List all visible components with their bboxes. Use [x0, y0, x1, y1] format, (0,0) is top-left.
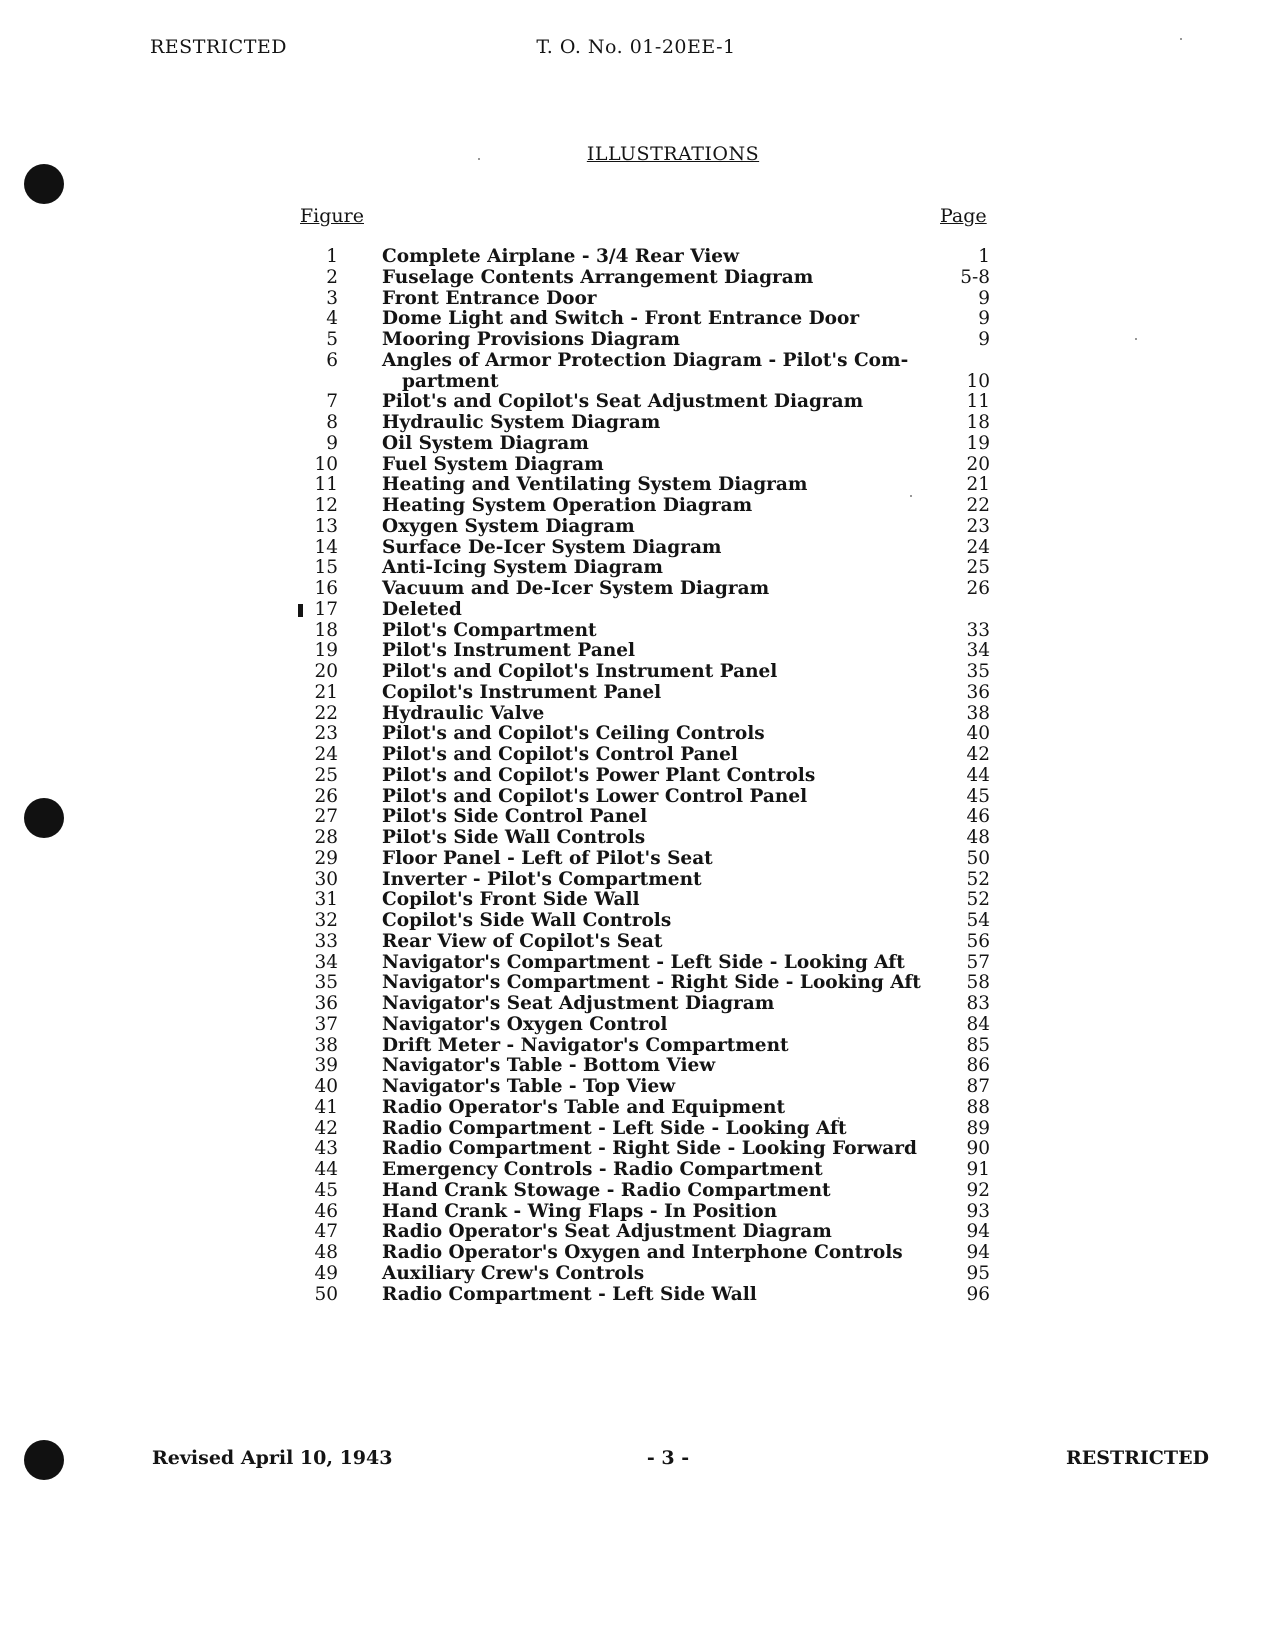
figure-number: 31	[314, 889, 338, 911]
figure-caption-line: Navigator's Table - Top View	[382, 1076, 676, 1097]
header-classification: RESTRICTED	[150, 36, 287, 58]
figure-caption	[382, 1098, 785, 1119]
figure-number: 32	[314, 910, 338, 931]
figure-page-number: 40	[966, 723, 990, 745]
figure-page-number: 48	[966, 827, 990, 848]
figure-caption-line: Navigator's Oxygen Control	[382, 1013, 668, 1035]
list-item	[300, 953, 1000, 974]
figure-caption-line: Radio Operator's Seat Adjustment Diagram	[382, 1221, 832, 1243]
list-item	[300, 745, 1000, 766]
figure-caption	[382, 1181, 831, 1202]
figure-number: 27	[314, 806, 338, 828]
figure-page-number: 45	[966, 785, 990, 807]
list-item	[300, 579, 1000, 600]
list-item	[300, 1119, 1000, 1140]
list-item	[300, 1264, 1000, 1285]
figure-caption-line: Pilot's Instrument Panel	[382, 640, 636, 662]
figure-caption	[382, 828, 645, 849]
figure-caption	[382, 1264, 644, 1285]
figure-page-number: 18	[966, 412, 990, 433]
figure-caption-line: Hydraulic System Diagram	[382, 412, 661, 433]
figure-number: 44	[314, 1159, 338, 1180]
list-item	[300, 1181, 1000, 1202]
figure-caption-continuation: partment	[402, 370, 499, 392]
figure-page-number: 94	[966, 1221, 990, 1243]
figure-number: 15	[314, 557, 338, 579]
list-item	[300, 1160, 1000, 1181]
figure-number: 39	[314, 1055, 338, 1077]
figure-caption	[382, 745, 738, 766]
figure-caption	[382, 1015, 667, 1036]
figure-caption-line: Copilot's Instrument Panel	[382, 681, 662, 703]
figure-number: 17	[314, 598, 338, 620]
figure-caption-line: Oil System Diagram	[382, 432, 589, 454]
figure-number: 26	[314, 785, 338, 807]
figure-caption-line: Fuel System Diagram	[382, 453, 604, 475]
list-item	[300, 724, 1000, 745]
figure-caption	[382, 330, 680, 351]
figure-caption-line: Navigator's Seat Adjustment Diagram	[382, 993, 775, 1014]
figure-caption	[382, 579, 769, 600]
figure-caption-line: Drift Meter - Navigator's Compartment	[382, 1034, 789, 1056]
list-item	[300, 890, 1000, 911]
footer-page-number: - 3 -	[646, 1447, 690, 1469]
figure-caption-line: Heating System Operation Diagram	[382, 495, 753, 516]
header-document-number: T. O. No. 01-20EE-1	[536, 36, 736, 58]
figure-caption-line: Pilot's Compartment	[382, 619, 597, 641]
list-item	[300, 911, 1000, 932]
figure-caption	[382, 1056, 715, 1077]
binder-hole-middle	[24, 798, 64, 838]
figure-page-number: 54	[966, 910, 990, 931]
figure-page-number: 42	[966, 744, 990, 765]
figure-number: 38	[314, 1034, 338, 1056]
figure-page-number: 93	[966, 1200, 990, 1222]
figure-page-number: 50	[966, 847, 990, 869]
scan-speck	[1135, 338, 1137, 340]
figure-caption	[382, 787, 807, 808]
figure-caption-line: Navigator's Compartment - Right Side - Looking Aft	[382, 972, 921, 994]
figure-caption	[382, 392, 863, 413]
figure-caption-line: Radio Compartment - Left Side - Looking Aft	[382, 1117, 847, 1139]
figure-number: 34	[314, 951, 338, 973]
figure-caption	[382, 994, 774, 1015]
figure-caption	[382, 973, 921, 994]
list-item	[300, 994, 1000, 1015]
figure-page-number: 9	[978, 329, 990, 350]
figure-page-number: 25	[966, 557, 990, 579]
figure-caption-line: Inverter - Pilot's Compartment	[382, 868, 702, 890]
figure-page-number: 85	[966, 1034, 990, 1056]
list-item	[300, 309, 1000, 330]
list-item	[300, 662, 1000, 683]
figure-number: 45	[314, 1179, 338, 1201]
figure-caption	[382, 600, 462, 621]
figure-caption	[382, 538, 722, 559]
figure-caption	[382, 953, 905, 974]
figure-caption-line: Dome Light and Switch - Front Entrance Door	[382, 308, 860, 330]
figure-page-number: 23	[966, 515, 990, 537]
figure-page-number: 5-8	[960, 266, 990, 288]
figure-caption	[382, 434, 589, 455]
figure-caption-line: Vacuum and De-Icer System Diagram	[382, 578, 770, 599]
figure-number: 43	[314, 1138, 338, 1160]
figure-number: 4	[326, 308, 338, 330]
figure-page-number: 57	[966, 951, 990, 973]
figure-page-number: 92	[966, 1179, 990, 1201]
figure-caption-line: Pilot's Side Wall Controls	[382, 827, 646, 848]
figure-caption-line: Pilot's and Copilot's Control Panel	[382, 744, 738, 765]
figure-page-number: 83	[966, 993, 990, 1014]
figure-number: 22	[314, 702, 338, 724]
figure-number: 25	[314, 764, 338, 786]
list-item	[300, 247, 1000, 268]
figure-caption	[382, 1036, 789, 1057]
list-item	[300, 704, 1000, 725]
footer-revision-date: Revised April 10, 1943	[152, 1447, 393, 1469]
figure-caption-line: Surface De-Icer System Diagram	[382, 536, 722, 558]
figure-page-number: 35	[966, 661, 990, 682]
figure-number: 33	[314, 930, 338, 952]
list-item	[300, 475, 1000, 496]
list-item	[300, 683, 1000, 704]
list-item	[300, 870, 1000, 891]
figure-page-number: 90	[966, 1138, 990, 1160]
figure-caption-line: Navigator's Table - Bottom View	[382, 1055, 716, 1077]
figure-number: 2	[326, 266, 338, 288]
figure-number: 23	[314, 723, 338, 745]
column-header-page: Page	[940, 205, 987, 227]
figure-page-number: 94	[966, 1242, 990, 1263]
figure-page-number: 52	[966, 889, 990, 911]
figure-page-number: 87	[966, 1076, 990, 1097]
figure-caption	[382, 683, 661, 704]
figure-number: 5	[326, 329, 338, 350]
figure-page-number: 56	[966, 930, 990, 952]
figure-caption-line: Radio Compartment - Left Side Wall	[382, 1283, 757, 1305]
figure-page-number: 22	[966, 495, 990, 516]
figure-number: 10	[314, 453, 338, 475]
figure-page-number: 58	[966, 972, 990, 994]
figure-number: 19	[314, 640, 338, 662]
list-item	[300, 807, 1000, 828]
figure-caption	[382, 704, 544, 725]
figure-caption	[382, 662, 777, 683]
figure-page-number: 11	[966, 391, 990, 413]
figure-caption	[382, 1202, 777, 1223]
figure-caption	[382, 455, 604, 476]
list-item	[300, 517, 1000, 538]
figure-number: 21	[314, 681, 338, 703]
list-item	[300, 1243, 1000, 1264]
figure-caption-line: Angles of Armor Protection Diagram - Pilot's Com-	[382, 349, 909, 371]
figure-caption-line: Mooring Provisions Diagram	[382, 329, 680, 350]
figure-page-number: 52	[966, 868, 990, 890]
figure-number: 40	[314, 1076, 338, 1097]
figure-number: 46	[314, 1200, 338, 1222]
figure-number: 8	[326, 412, 338, 433]
figure-caption	[382, 268, 813, 289]
figure-number: 1	[326, 246, 338, 267]
figure-page-number: 9	[978, 308, 990, 330]
figure-caption-line: Copilot's Front Side Wall	[382, 889, 640, 911]
figure-caption-line: Heating and Ventilating System Diagram	[382, 474, 808, 496]
figure-caption-line: Auxiliary Crew's Controls	[382, 1262, 645, 1284]
figure-caption	[382, 351, 908, 393]
figure-caption-line: Complete Airplane - 3/4 Rear View	[382, 246, 740, 267]
figure-caption-line: Pilot's and Copilot's Instrument Panel	[382, 661, 778, 682]
figure-number: 48	[314, 1242, 338, 1263]
figure-caption	[382, 766, 815, 787]
list-item	[300, 1222, 1000, 1243]
list-item	[300, 455, 1000, 476]
figure-caption	[382, 724, 765, 745]
list-item	[300, 1015, 1000, 1036]
list-item	[300, 973, 1000, 994]
list-item	[300, 538, 1000, 559]
figure-page-number: 44	[966, 764, 990, 786]
figure-number: 47	[314, 1221, 338, 1243]
figure-number: 29	[314, 847, 338, 869]
figure-caption	[382, 1077, 675, 1098]
figure-caption-line: Anti-Icing System Diagram	[382, 557, 663, 579]
figure-caption	[382, 496, 752, 517]
figure-page-number: 20	[966, 453, 990, 475]
illustrations-list	[300, 247, 1000, 1305]
figure-caption	[382, 807, 647, 828]
figure-caption	[382, 1243, 903, 1264]
list-item	[300, 1077, 1000, 1098]
figure-page-number: 96	[966, 1283, 990, 1305]
list-item	[300, 392, 1000, 413]
figure-number: 12	[314, 495, 338, 516]
list-item	[300, 1098, 1000, 1119]
list-item	[300, 496, 1000, 517]
figure-caption-line: Emergency Controls - Radio Compartment	[382, 1159, 823, 1180]
figure-number: 18	[314, 619, 338, 641]
figure-page-number: 46	[966, 806, 990, 828]
list-item	[300, 828, 1000, 849]
figure-page-number: 34	[966, 640, 990, 662]
figure-page-number: 9	[978, 287, 990, 309]
figure-page-number: 33	[966, 619, 990, 641]
figure-number: 24	[314, 744, 338, 765]
list-item	[300, 1285, 1000, 1306]
figure-number: 20	[314, 661, 338, 682]
figure-caption-line: Rear View of Copilot's Seat	[382, 930, 663, 952]
figure-caption-line: Deleted	[382, 598, 462, 620]
figure-caption	[382, 849, 713, 870]
footer-classification: RESTRICTED	[1066, 1447, 1210, 1469]
figure-caption	[382, 517, 635, 538]
figure-page-number: 91	[966, 1159, 990, 1180]
list-item	[300, 434, 1000, 455]
figure-number: 7	[326, 391, 338, 413]
figure-caption	[382, 475, 807, 496]
figure-caption	[382, 1119, 847, 1140]
figure-number: 13	[314, 515, 338, 537]
figure-caption-line: Hand Crank Stowage - Radio Compartment	[382, 1179, 831, 1201]
list-item	[300, 600, 1000, 621]
figure-number: 6	[326, 349, 338, 371]
figure-caption-line: Radio Operator's Oxygen and Interphone Controls	[382, 1242, 903, 1263]
figure-caption-line: Pilot's and Copilot's Lower Control Panel	[382, 785, 808, 807]
list-item	[300, 932, 1000, 953]
figure-caption-line: Pilot's Side Control Panel	[382, 806, 648, 828]
figure-caption-line: Pilot's and Copilot's Ceiling Controls	[382, 723, 765, 745]
list-item	[300, 330, 1000, 351]
figure-caption-line: Hydraulic Valve	[382, 702, 545, 724]
figure-caption	[382, 413, 660, 434]
figure-number: 11	[314, 474, 338, 496]
figure-number: 49	[314, 1262, 338, 1284]
list-item	[300, 766, 1000, 787]
figure-caption	[382, 558, 663, 579]
figure-caption	[382, 932, 662, 953]
list-item	[300, 621, 1000, 642]
figure-page-number: 89	[966, 1117, 990, 1139]
figure-caption	[382, 289, 597, 310]
binder-hole-top	[24, 164, 64, 204]
figure-caption-line: Radio Operator's Table and Equipment	[382, 1096, 785, 1118]
figure-number: 30	[314, 868, 338, 890]
figure-caption	[382, 641, 635, 662]
figure-caption-line: Hand Crank - Wing Flaps - In Position	[382, 1200, 778, 1222]
figure-page-number: 1	[978, 246, 990, 267]
list-item	[300, 1056, 1000, 1077]
list-item	[300, 641, 1000, 662]
figure-number: 3	[326, 287, 338, 309]
figure-caption-line: Copilot's Side Wall Controls	[382, 910, 672, 931]
list-item	[300, 787, 1000, 808]
figure-caption-line: Pilot's and Copilot's Power Plant Controls	[382, 764, 816, 786]
figure-page-number: 88	[966, 1096, 990, 1118]
page-title: ILLUSTRATIONS	[586, 143, 760, 165]
figure-caption-line: Navigator's Compartment - Left Side - Looking Aft	[382, 951, 905, 973]
figure-page-number: 26	[966, 578, 990, 599]
figure-number: 35	[314, 972, 338, 994]
figure-caption-line: Oxygen System Diagram	[382, 515, 635, 537]
figure-page-number: 21	[966, 474, 990, 496]
figure-page-number: 19	[966, 432, 990, 454]
figure-page-number: 84	[966, 1013, 990, 1035]
figure-number: 36	[314, 993, 338, 1014]
figure-page-number: 36	[966, 681, 990, 703]
list-item	[300, 351, 1000, 393]
figure-caption-line: Front Entrance Door	[382, 287, 597, 309]
list-item	[300, 1202, 1000, 1223]
figure-number: 50	[314, 1283, 338, 1305]
list-item	[300, 289, 1000, 310]
figure-caption-line: Pilot's and Copilot's Seat Adjustment Diagram	[382, 391, 864, 413]
figure-number: 42	[314, 1117, 338, 1139]
figure-number: 37	[314, 1013, 338, 1035]
figure-page-number: 24	[966, 536, 990, 558]
figure-caption	[382, 247, 739, 268]
figure-caption	[382, 1222, 832, 1243]
list-item	[300, 1036, 1000, 1057]
figure-caption	[382, 1160, 823, 1181]
figure-number: 16	[314, 578, 338, 599]
list-item	[300, 268, 1000, 289]
figure-page-number: 95	[966, 1262, 990, 1284]
figure-number: 14	[314, 536, 338, 558]
figure-caption	[382, 309, 859, 330]
figure-number: 41	[314, 1096, 338, 1118]
column-header-figure: Figure	[300, 205, 364, 227]
figure-caption	[382, 1285, 757, 1306]
list-item	[300, 849, 1000, 870]
figure-caption-line: Radio Compartment - Right Side - Looking Forward	[382, 1138, 917, 1160]
figure-caption	[382, 911, 671, 932]
figure-page-number: 38	[966, 702, 990, 724]
figure-caption	[382, 870, 702, 891]
figure-page-number: 86	[966, 1055, 990, 1077]
figure-number: 9	[326, 432, 338, 454]
figure-caption-line: Fuselage Contents Arrangement Diagram	[382, 266, 814, 288]
list-item	[300, 413, 1000, 434]
figure-caption-line: Floor Panel - Left of Pilot's Seat	[382, 847, 713, 869]
list-item	[300, 558, 1000, 579]
figure-number: 28	[314, 827, 338, 848]
figure-caption	[382, 890, 640, 911]
figure-caption	[382, 1139, 917, 1160]
figure-page-number: 10	[966, 370, 990, 392]
list-item	[300, 1139, 1000, 1160]
figure-caption	[382, 621, 597, 642]
